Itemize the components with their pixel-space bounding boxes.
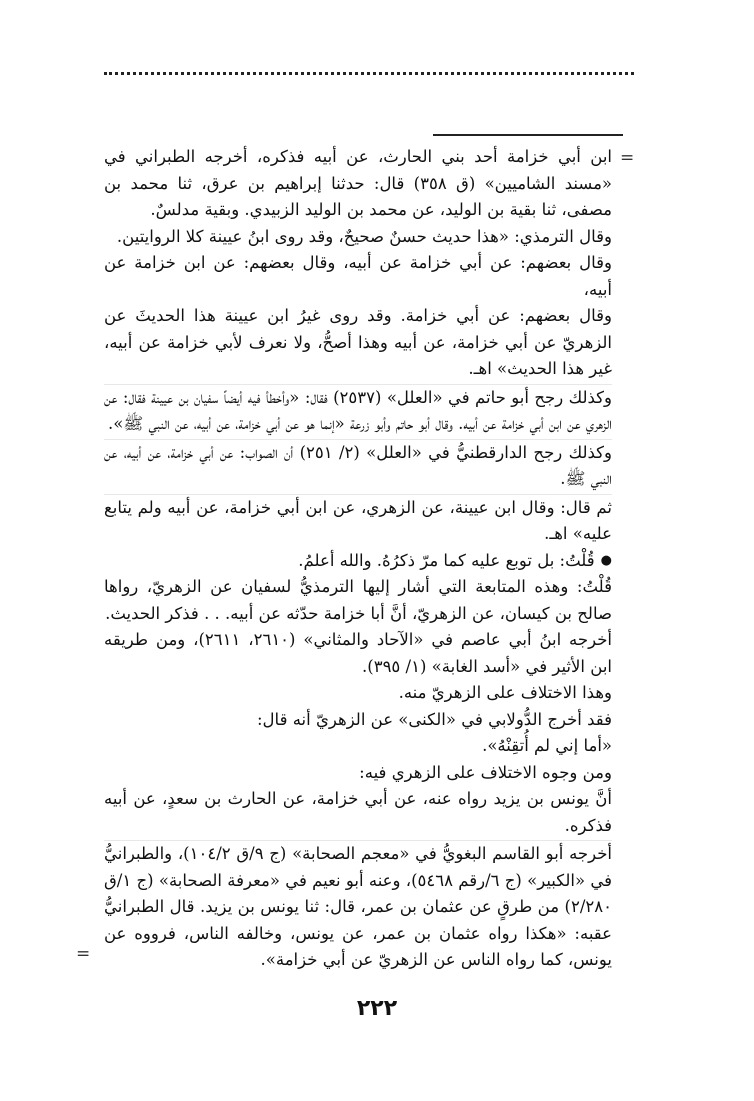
paragraph-dulabi: فقد أخرج الدُّولابي في «الكنى» عن الزهريّ أنه قال: xyxy=(257,709,612,729)
paragraph-wujuh: ومن وجوه الاختلاف على الزهري فيه: xyxy=(359,762,612,782)
paragraph-some-said-1: وقال بعضهم: عن أبي خزامة عن أبيه، وقال بعضهم: عن ابن خزامة عن أبيه، xyxy=(104,253,612,299)
page-number: ٢٢٢ xyxy=(356,996,398,1021)
paragraph-qultu-1-text: قُلْتُ: بل توبع عليه كما مرّ ذكرُهُ. والله أعلمُ. xyxy=(298,550,595,570)
paragraph-some-said-2: وقال بعضهم: عن أبي خزامة. وقد روى غيرُ ابن عيينة هذا الحديثَ عن الزهريّ عن أبي خزامة، عن أبيه وهذا أصحُّ، ولا نعرف لأبي خزامة عن أبيه، غير هذا الحديث» اهـ. xyxy=(104,306,612,378)
bullet-icon: ● xyxy=(600,552,612,568)
paragraph-qultu-1 xyxy=(104,548,612,575)
paragraph-baghawi: أخرجه أبو القاسم البغويُّ في «معجم الصحابة» (ج ٩/ق ١٠٤/٢)، والطبرانيُّ في «الكبير» (ج ٦/رقم ٥٤٦٨)، وعنه أبو نعيم في «معرفة الصحابة» (ج ١/ق ٢/٢٨٠) من طرقٍ عن عثمان بن عمر، قال: ثنا يونس بن يزيد. قال الطبرانيُّ عقبه: «هكذا رواه عثمان بن عمر، عن يونس، وخالفه الناس، فرووه عن يونس، كما رواه الناس عن الزهريّ عن أبي خزامة». xyxy=(104,840,612,974)
continuation-mark-top: = xyxy=(620,148,635,168)
header-dotted-rule xyxy=(104,72,634,75)
paragraph-abu-hatim: وكذلك رجح أبو حاتم في «العلل» (٢٥٣٧) فقال: «وأخطأ فيه أيضاً سفيان بن عيينة فقال: عن الزهري عن ابن أبي خزامة عن أبيه. وقال أبو حاتم وأبو زرعة «إنما هو عن أبي خزامة، عن أبيه، عن النبي ﷺ». xyxy=(104,384,612,438)
paragraph-zuhri-quote: «أما إني لم أُتقِنْهُ». xyxy=(482,736,612,756)
footnote-separator-rule xyxy=(433,134,623,136)
paragraph-then-he-said: ثم قال: وقال ابن عيينة، عن الزهري، عن ابن أبي خزامة، عن أبيه ولم يتابع عليه» اهـ. xyxy=(104,494,612,548)
paragraph-ikhtilaf: وهذا الاختلاف على الزهريّ منه. xyxy=(398,683,612,703)
paragraph-qultu-2: قُلْتُ: وهذه المتابعة التي أشار إليها الترمذيُّ لسفيان عن الزهريّ، رواها صالح بن كيسان، عن الزهريّ، أنَّ أبا خزامة حدّثه عن أبيه. . . فذكر الحديث. xyxy=(104,577,612,623)
paragraph-tirmidhi-quote: وقال الترمذي: «هذا حديث حسنٌ صحيحٌ، وقد روى ابنُ عيينة كلا الروايتين. xyxy=(116,226,612,246)
paragraph-yunus: أنَّ يونس بن يزيد رواه عنه، عن أبي خزامة، عن الحارث بن سعدٍ، عن أبيه فذكره. xyxy=(104,789,612,835)
paragraph-ibn-abi-asim: أخرجه ابنُ أبي عاصم في «الآحاد والمثاني» (٢٦١٠، ٢٦١١)، ومن طريقه ابن الأثير في «أسد الغابة» (١/ ٣٩٥). xyxy=(104,630,612,676)
footnote-text-block xyxy=(104,144,612,974)
paragraph-isnad-tabarani: ابن أبي خزامة أحد بني الحارث، عن أبيه فذكره، أخرجه الطبراني في «مسند الشاميين» (ق ٣٥٨) قال: حدثنا إبراهيم بن عرق، ثنا محمد بن مصفى، ثنا بقية بن الوليد، عن محمد بن الوليد الزبيدي. وبقية مدلسٌ. xyxy=(104,147,613,219)
continuation-mark-bottom: = xyxy=(76,944,91,964)
paragraph-daraqutni: وكذلك رجح الدارقطنيُّ في «العلل» (٢/ ٢٥١) أن الصواب: عن أبي خزامة، عن أبيه، عن النبي ﷺ. xyxy=(104,439,612,493)
